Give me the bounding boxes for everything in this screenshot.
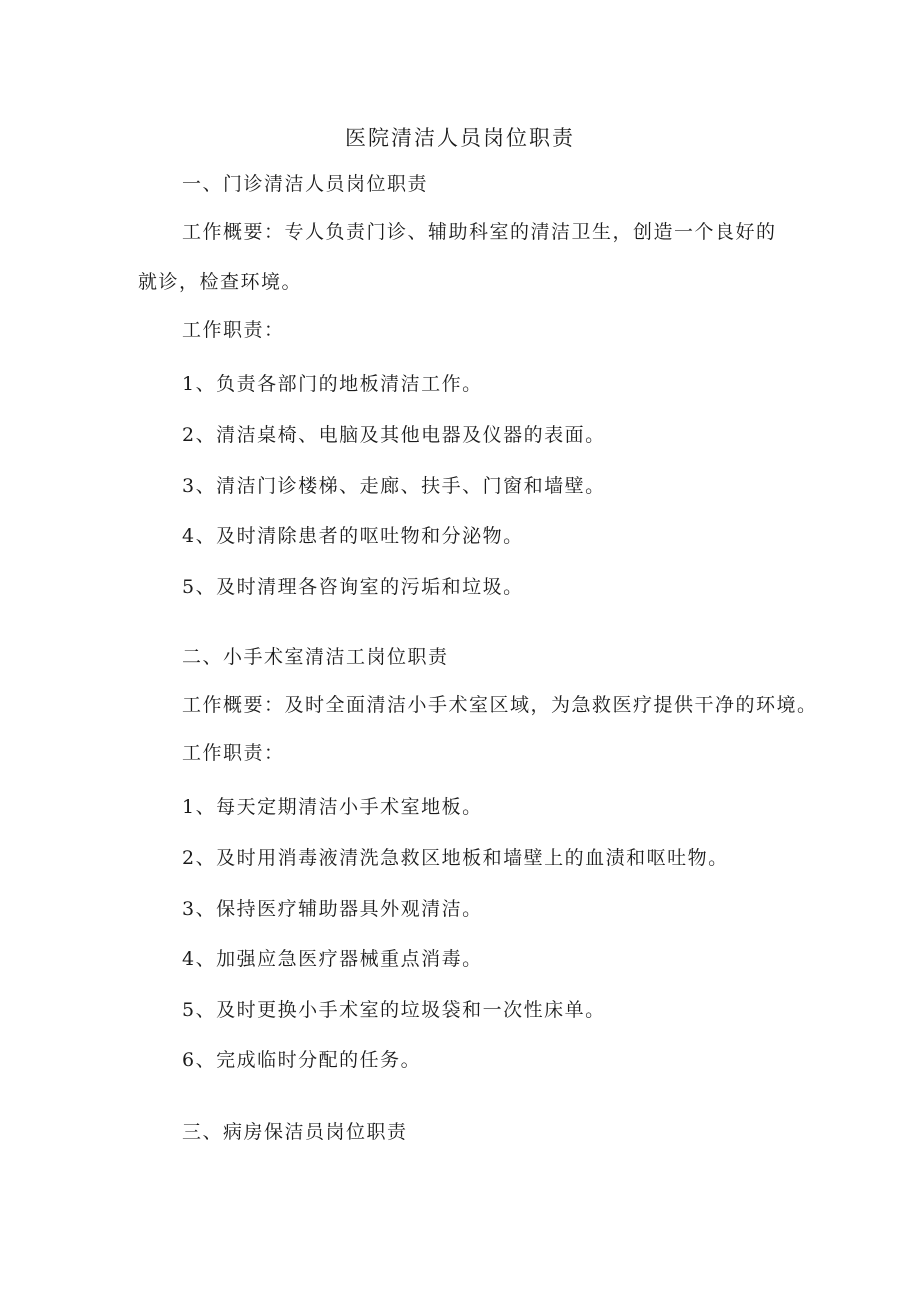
section-2-duty-item: 1、每天定期清洁小手术室地板。 <box>182 796 483 818</box>
section-2-heading: 二、小手术室清洁工岗位职责 <box>182 646 449 668</box>
section-1-duty-item: 2、清洁桌椅、电脑及其他电器及仪器的表面。 <box>182 424 606 446</box>
section-2-duty-item: 5、及时更换小手术室的垃圾袋和一次性床单。 <box>182 999 606 1021</box>
section-2-overview: 工作概要：及时全面清洁小手术室区域，为急救医疗提供干净的环境。 <box>182 694 818 716</box>
section-2-duty-item: 4、加强应急医疗器械重点消毒。 <box>182 948 483 970</box>
section-1-duty-item: 4、及时清除患者的呕吐物和分泌物。 <box>182 525 524 547</box>
page-title: 医院清洁人员岗位职责 <box>345 126 575 150</box>
section-1-duty-item: 1、负责各部门的地板清洁工作。 <box>182 373 483 395</box>
section-1-duty-item: 5、及时清理各咨询室的污垢和垃圾。 <box>182 576 524 598</box>
section-2-duty-item: 6、完成临时分配的任务。 <box>182 1049 422 1071</box>
section-1-heading: 一、门诊清洁人员岗位职责 <box>182 173 429 195</box>
section-2-duty-item: 3、保持医疗辅助器具外观清洁。 <box>182 898 483 920</box>
section-1-duties-label: 工作职责： <box>182 319 285 341</box>
section-1-overview-line-1: 工作概要：专人负责门诊、辅助科室的清洁卫生，创造一个良好的 <box>182 221 777 243</box>
section-1-duty-item: 3、清洁门诊楼梯、走廊、扶手、门窗和墙壁。 <box>182 475 606 497</box>
section-1-overview-line-2: 就诊，检查环境。 <box>138 271 303 293</box>
section-2-duty-item: 2、及时用消毒液清洗急救区地板和墙壁上的血渍和呕吐物。 <box>182 847 729 869</box>
section-2-duties-label: 工作职责： <box>182 742 285 764</box>
section-3-heading: 三、病房保洁员岗位职责 <box>182 1121 408 1143</box>
